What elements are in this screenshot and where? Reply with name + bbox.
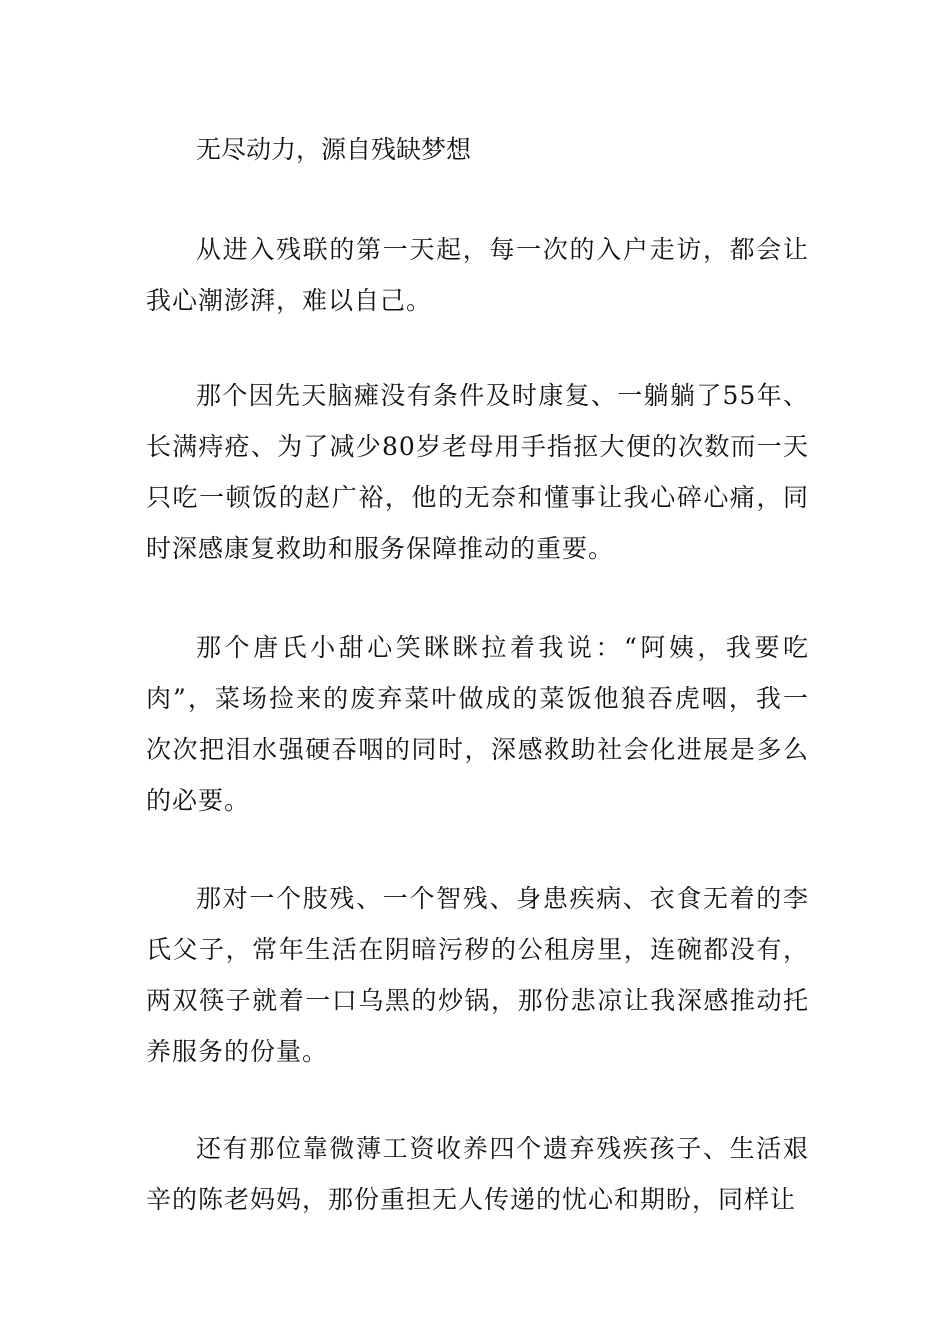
document-heading: 无尽动力，源自残缺梦想 bbox=[196, 135, 472, 164]
paragraph-grandma-chen: 还有那位靠微薄工资收养四个遗弃残疾孩子、生活艰辛的陈老妈妈，那份重担无人传递的忧心和期盼，同样让 bbox=[146, 1134, 809, 1214]
paragraph-li-father-son: 那对一个肢残、一个智残、身患疾病、衣食无着的李氏父子，常年生活在阴暗污秽的公租房里，连碗都没有，两双筷子就着一口乌黑的炒锅，那份悲凉让我深感推动托养服务的份量。 bbox=[146, 884, 809, 1066]
paragraph-first-day: 从进入残联的第一天起，每一次的入户走访，都会让我心潮澎湃，难以自己。 bbox=[146, 235, 809, 315]
paragraph-down-syndrome-child: 那个唐氏小甜心笑眯眯拉着我说：“阿姨，我要吃肉”，菜场捡来的废弃菜叶做成的菜饭他狼吞虎咽，我一次次把泪水强硬吞咽的同时，深感救助社会化进展是多么的必要。 bbox=[146, 633, 809, 815]
paragraph-zhao-guangyu: 那个因先天脑瘫没有条件及时康复、一躺躺了55年、长满痔疮、为了减少80岁老母用手指抠大便的次数而一天只吃一顿饭的赵广裕，他的无奈和懂事让我心碎心痛，同时深感康复救助和服务保障推动的重要。 bbox=[146, 381, 809, 563]
